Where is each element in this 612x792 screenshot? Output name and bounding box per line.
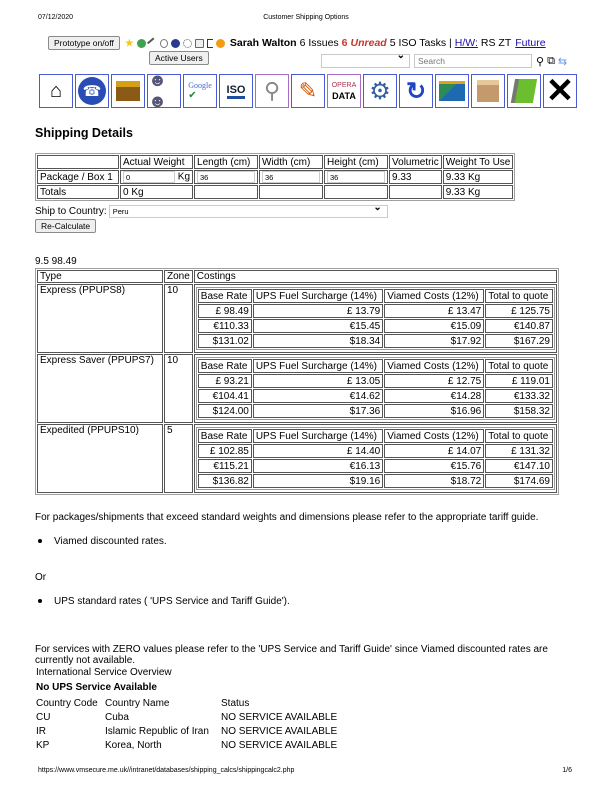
search-icon: ⚲ [263,78,281,103]
header-blank [37,155,119,169]
shipping-details-table [35,153,515,201]
prototype-toggle-button[interactable]: Prototype on/off [48,36,120,50]
header-volumetric: Volumetric [389,155,442,169]
service-zone: 5 [164,424,193,493]
treasure-button[interactable] [111,74,145,108]
close-button[interactable] [543,74,577,108]
external-link-icon[interactable]: ⧉ [547,54,555,67]
gears-icon: ⚙ [369,77,391,105]
globe-icon[interactable] [171,39,180,48]
gbp-row: £ 93.21 £ 13.05 £ 12.75 £ 119.01 [198,374,553,388]
shipping-details-title: Shipping Details [35,126,133,140]
iso-tasks[interactable]: 5 ISO Tasks | [389,37,452,49]
ship-country-label: Ship to Country: [35,206,107,217]
search-input[interactable] [414,54,532,68]
costings-table: Base Rate UPS Fuel Surcharge (14%) Viamed Costs (12%) Total to quote £ 98.49 £ 13.79 £ 13.47 £ 125.75 €110.33 €15.45 €15.09 €140.87 $131.02 $18.34 $17.92 $167.29 [196,287,555,350]
weight-unit: Kg [177,171,191,183]
iso-icon: ISO [227,84,246,99]
bullet-icon [38,599,42,603]
service-overview [35,667,172,693]
pin-icon[interactable] [147,37,159,49]
print-url: https://www.vmsecure.me.uk//intranet/databases/shipping_calcs/shippingcalc2.php [38,767,295,774]
header-costings: Costings [194,270,557,283]
table-row: KP Korea, North NO SERVICE AVAILABLE [36,740,338,751]
service-row [37,424,557,493]
volumetric-value: 9.33 [389,170,442,184]
print-date: 07/12/2020 [38,14,74,21]
width-input[interactable] [262,171,320,183]
debug-values: 9.5 98.49 [35,256,77,267]
unread-count[interactable]: 6 [341,37,348,49]
service-zone: 10 [164,284,193,353]
service-type: Express Saver (PPUPS7) [37,354,163,423]
google-button[interactable] [183,74,217,108]
header-height: Height (cm) [324,155,388,169]
users-button[interactable] [147,74,181,108]
rates-header-row [37,270,557,283]
service-row [37,354,557,423]
table-row: CU Cuba NO SERVICE AVAILABLE [36,712,338,723]
main-icon-bar [39,74,577,108]
print-title: Customer Shipping Options [263,14,349,21]
header-type: Type [37,270,163,283]
treasure-chest-icon [116,81,140,101]
iso-button[interactable] [219,74,253,108]
refresh-arrows-icon[interactable]: ⇆ [557,55,568,68]
bullet-viamed: Viamed discounted rates. [35,536,167,547]
future-link[interactable]: Future [515,37,546,49]
weight-to-use-value: 9.33 Kg [443,170,514,184]
length-input[interactable] [197,171,255,183]
totals-row [37,185,513,199]
chart-folder-icon [439,81,465,101]
ship-country-select[interactable]: Peru ⌄ [109,205,388,218]
or-text: Or [35,572,47,583]
table-row: IR Islamic Republic of Iran NO SERVICE AVAILABLE [36,726,338,737]
phone-icon: ☎ [78,77,106,105]
overview-subtitle: No UPS Service Available [36,682,157,693]
eur-row: €104.41 €14.62 €14.28 €133.32 [198,389,553,403]
search-button[interactable] [255,74,289,108]
service-zone: 10 [164,354,193,423]
unread-label[interactable]: Unread [350,37,387,49]
gbp-row: £ 98.49 £ 13.79 £ 13.47 £ 125.75 [198,304,553,318]
star-icon[interactable] [125,39,134,48]
bracket-icon[interactable] [207,39,213,48]
refresh-button[interactable] [399,74,433,108]
header-actual-weight: Actual Weight [120,155,193,169]
opera-data-icon: OPERA DATA [331,81,357,101]
header-zone: Zone [164,270,193,283]
usd-row: $131.02 $18.34 $17.92 $167.29 [198,334,553,348]
search-row [321,54,567,68]
usd-row: $136.82 $19.16 $18.72 $174.69 [198,474,553,488]
service-row [37,284,557,353]
header-width: Width (cm) [259,155,323,169]
hw-value: RS ZT [480,37,512,49]
totals-weight-to-use: 9.33 Kg [443,185,514,199]
close-x-icon: ✕ [545,74,575,108]
issues-count[interactable]: 6 Issues [299,37,339,49]
package-label: Package / Box 1 [37,170,119,184]
zero-values-note: For services with ZERO values please refer to the 'UPS Service and Tariff Guide' since Viamed discounted rates are currently not available. [35,644,548,666]
top-bar [48,36,546,50]
height-input[interactable] [327,171,385,183]
recalculate-button[interactable]: Re-Calculate [35,219,96,233]
costings-table: Base Rate UPS Fuel Surcharge (14%) Viamed Costs (12%) Total to quote £ 93.21 £ 13.05 £ 12.75 £ 119.01 €104.41 €14.62 €14.28 €133.32 $124.00 $17.36 $16.96 $158.32 [196,357,555,420]
home-icon: ⌂ [49,79,63,102]
table-header-row [37,155,513,169]
tool-icons [536,55,567,68]
actual-weight-input[interactable] [123,171,175,183]
exceed-note: For packages/shipments that exceed standard weights and dimensions please refer to the appropriate tariff guide. [35,512,539,523]
header-weight-to-use: Weight To Use [443,155,514,169]
quick-icons [125,39,225,48]
user-name: Sarah Walton [229,37,297,49]
service-type: Express (PPUPS8) [37,284,163,353]
settings-button[interactable] [363,74,397,108]
no-service-header: Country Code Country Name Status [36,698,250,709]
edit-note-icon: ✎ [298,78,318,103]
recycle-icon[interactable] [137,39,146,48]
search-scope-select[interactable] [321,54,410,68]
hw-link[interactable]: H/W: [454,37,478,49]
page-number: 1/6 [562,767,572,774]
bullet-icon [38,539,42,543]
google-icon: Google ✔ [188,81,212,101]
gear-icon[interactable] [183,39,192,48]
reports-button[interactable] [435,74,469,108]
no-service-table [35,698,337,754]
zoom-icon[interactable]: ⚲ [536,55,545,68]
service-type: Expedited (PPUPS10) [37,424,163,493]
manual-button[interactable] [507,74,541,108]
book-icon[interactable] [195,39,204,48]
header-length: Length (cm) [194,155,258,169]
alert-icon[interactable] [216,39,225,48]
costings-table: Base Rate UPS Fuel Surcharge (14%) Viamed Costs (12%) Total to quote £ 102.85 £ 14.40 £ 14.07 £ 131.32 €115.21 €16.13 €15.76 €147.10 $136.82 $19.16 $18.72 $174.69 [196,427,555,490]
manual-book-icon [511,79,537,103]
phone-button[interactable] [75,74,109,108]
active-users-button[interactable]: Active Users [149,51,209,65]
bullet-ups: UPS standard rates ( 'UPS Service and Tariff Guide'). [35,596,290,607]
package-button[interactable] [471,74,505,108]
totals-actual-weight: 0 Kg [120,185,193,199]
refresh-icon: ↻ [405,77,427,105]
opera-data-button[interactable] [327,74,361,108]
edit-button[interactable] [291,74,325,108]
usd-row: $124.00 $17.36 $16.96 $158.32 [198,404,553,418]
totals-label: Totals [37,185,119,199]
eur-row: €110.33 €15.45 €15.09 €140.87 [198,319,553,333]
magnifier-icon[interactable] [160,39,168,48]
gbp-row: £ 102.85 £ 14.40 £ 14.07 £ 131.32 [198,444,553,458]
package-icon [477,80,499,102]
users-icon: ☻☻ [148,74,167,108]
table-row [37,170,513,184]
overview-title: International Service Overview [36,667,172,678]
eur-row: €115.21 €16.13 €15.76 €147.10 [198,459,553,473]
ship-country-row [35,205,388,218]
rates-table [35,268,559,495]
home-button[interactable] [39,74,73,108]
